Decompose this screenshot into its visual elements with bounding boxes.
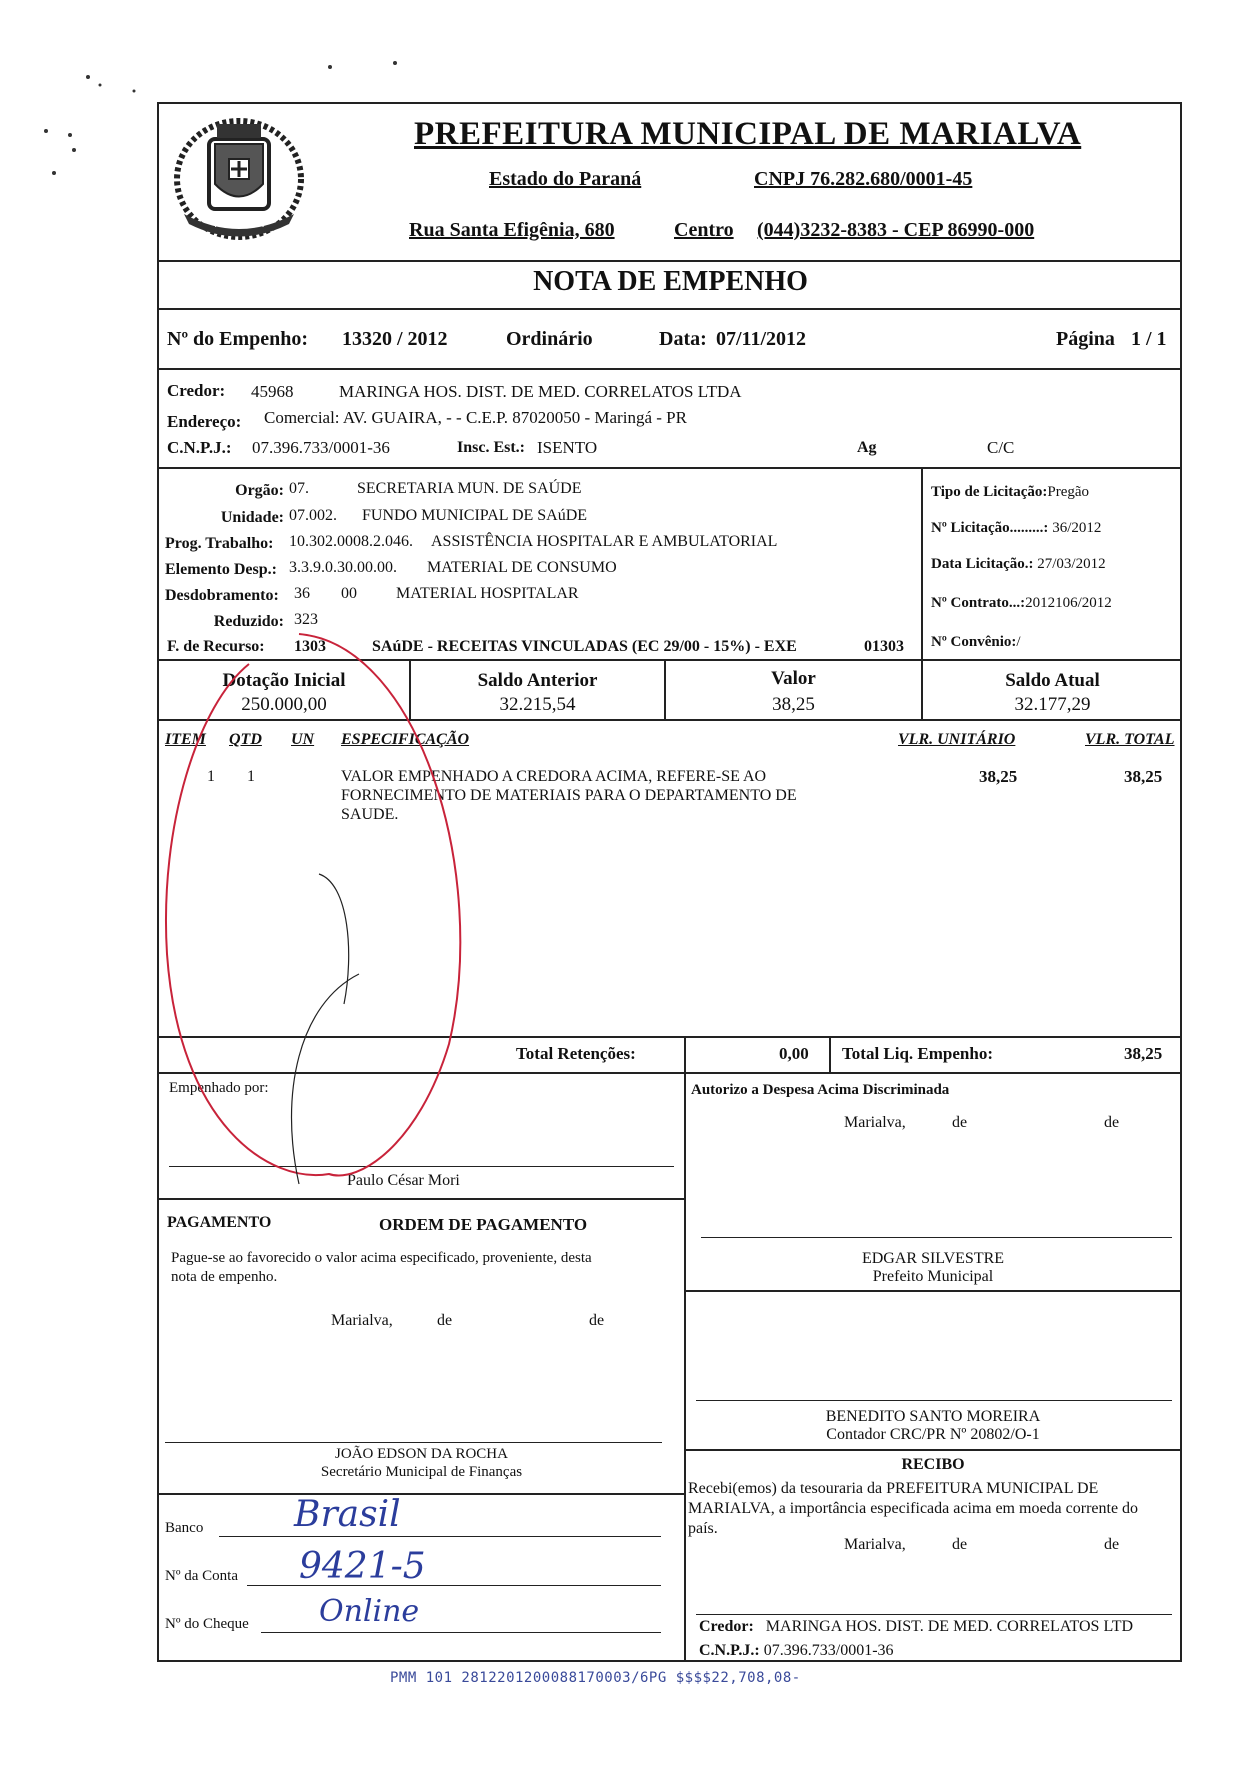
elemento-label: Elemento Desp.: [165, 561, 277, 578]
empenho-number: 13320 / 2012 [342, 328, 448, 350]
footer-processing-code: PMM 101 2812201200088170003/6PG $$$$22,708,08- [390, 1670, 801, 1686]
num-licitacao-label: Nº Licitação.........: [931, 520, 1049, 536]
unidade-label: Unidade: [220, 509, 284, 526]
prog-name: ASSISTÊNCIA HOSPITALAR E AMBULATORIAL [431, 533, 778, 550]
item-spec-line-2: FORNECIMENTO DE MATERIAIS PARA O DEPARTAMENTO DE [341, 787, 797, 804]
valor-label: Valor [771, 668, 816, 689]
item-unit-value: 38,25 [979, 767, 1018, 786]
credor-address: Comercial: AV. GUAIRA, - - C.E.P. 87020050 - Maringá - PR [264, 408, 687, 427]
convenio-value: / [1016, 634, 1021, 650]
banco-label: Banco [165, 1520, 204, 1536]
pagamento-city: Marialva, [331, 1312, 393, 1329]
col-un: UN [291, 731, 315, 748]
credor-code: 45968 [251, 382, 294, 401]
num-licitacao: 36/2012 [1052, 520, 1102, 536]
contador-name: BENEDITO SANTO MOREIRA [825, 1408, 1041, 1425]
data-licitacao-label: Data Licitação.: [931, 556, 1034, 572]
prefeito-role: Prefeito Municipal [872, 1268, 994, 1285]
liquido-value: 38,25 [1124, 1044, 1163, 1063]
prog-label: Prog. Trabalho: [165, 535, 274, 552]
credor-name: MARINGA HOS. DIST. DE MED. CORRELATOS LTDA [339, 382, 742, 401]
col-total-value: VLR. TOTAL [1085, 731, 1175, 748]
cc-label: C/C [987, 438, 1015, 457]
autorizo-de-2: de [1104, 1114, 1120, 1131]
tipo-licitacao: Pregão [1047, 484, 1090, 500]
item-spec-line-3: SAUDE. [341, 806, 399, 823]
col-qtd: QTD [229, 731, 262, 748]
empenho-date-label: Data: [659, 328, 707, 350]
col-unit-value: VLR. UNITÁRIO [898, 731, 1016, 748]
unidade-code: 07.002. [289, 507, 337, 524]
desdob-label: Desdobramento: [165, 587, 279, 604]
item-total-value: 38,25 [1124, 767, 1163, 786]
prog-code: 10.302.0008.2.046. [289, 533, 413, 550]
empenho-number-label: Nº do Empenho: [167, 328, 309, 350]
recibo-cnpj-label: C.N.P.J.: [699, 1642, 760, 1659]
recibo-title: RECIBO [901, 1456, 965, 1473]
recibo-text-1: Recebi(emos) da tesouraria da PREFEITURA MUNICIPAL DE [688, 1480, 1099, 1497]
recurso-label: F. de Recurso: [167, 638, 265, 655]
recibo-credor: MARINGA HOS. DIST. DE MED. CORRELATOS LTD [765, 1618, 1134, 1635]
dotacao-value: 250.000,00 [241, 694, 327, 715]
cheque-label: Nº do Cheque [165, 1616, 249, 1632]
elemento-name: MATERIAL DE CONSUMO [427, 559, 617, 576]
valor-value: 38,25 [772, 694, 815, 715]
document-title: NOTA DE EMPENHO [533, 266, 808, 297]
conta-label: Nº da Conta [165, 1568, 238, 1584]
ordem-pagamento-label: ORDEM DE PAGAMENTO [379, 1215, 588, 1234]
reduzido-value: 323 [294, 611, 318, 628]
desdob-code2: 00 [341, 585, 357, 602]
city-cnpj: CNPJ 76.282.680/0001-45 [754, 168, 973, 190]
tipo-licitacao-label: Tipo de Licitação: [931, 484, 1048, 500]
page-number: 1 / 1 [1131, 328, 1167, 350]
pagamento-text-2: nota de empenho. [171, 1269, 278, 1285]
saldo-atual-label: Saldo Atual [1005, 670, 1100, 691]
recurso-name: SAúDE - RECEITAS VINCULADAS (EC 29/00 - 15%) - EXE [372, 638, 797, 655]
empenhado-name: Paulo César Mori [347, 1172, 460, 1189]
banco-handwritten: Brasil [294, 1494, 401, 1535]
desdob-code1: 36 [294, 585, 310, 602]
saldo-anterior-value: 32.215,54 [499, 694, 576, 715]
recibo-text-3: país. [688, 1520, 718, 1537]
city-hall-title: PREFEITURA MUNICIPAL DE MARIALVA [414, 116, 1082, 152]
document-frame [157, 102, 1182, 1662]
unidade-name: FUNDO MUNICIPAL DE SAúDE [362, 507, 588, 524]
insc-label: Insc. Est.: [457, 439, 526, 456]
page-label: Página [1056, 328, 1115, 350]
item-number: 1 [207, 768, 215, 785]
desdob-name: MATERIAL HOSPITALAR [396, 585, 579, 602]
orgao-name: SECRETARIA MUN. DE SAÚDE [357, 480, 582, 497]
city-district: Centro [674, 219, 734, 241]
credor-cnpj: 07.396.733/0001-36 [252, 438, 390, 457]
pagamento-de-2: de [589, 1312, 605, 1329]
autorizo-de-1: de [952, 1114, 968, 1131]
col-item: ITEM [165, 731, 206, 748]
cheque-handwritten: Online [319, 1594, 420, 1629]
recibo-cnpj: 07.396.733/0001-36 [763, 1642, 894, 1659]
saldo-anterior-label: Saldo Anterior [477, 670, 598, 691]
orgao-code: 07. [289, 480, 309, 497]
col-spec: ESPECIFICAÇÃO [341, 731, 470, 748]
retencoes-value: 0,00 [779, 1044, 809, 1063]
prefeito-name: EDGAR SILVESTRE [861, 1250, 1005, 1267]
credor-cnpj-label: C.N.P.J.: [167, 438, 232, 457]
autorizo-label: Autorizo a Despesa Acima Discriminada [691, 1082, 950, 1098]
item-spec-line-1: VALOR EMPENHADO A CREDORA ACIMA, REFERE-SE AO [341, 768, 767, 785]
contador-role: Contador CRC/PR Nº 20802/O-1 [826, 1426, 1040, 1443]
svg-text:MARIALVA: MARIALVA [214, 219, 264, 230]
insc-value: ISENTO [537, 438, 598, 457]
conta-handwritten: 9421-5 [299, 1546, 426, 1587]
recurso-code2: 01303 [864, 638, 904, 655]
elemento-code: 3.3.9.0.30.00.00. [289, 559, 397, 576]
liquido-label: Total Liq. Empenho: [842, 1044, 993, 1063]
reduzido-label: Reduzido: [213, 613, 284, 630]
dotacao-label: Dotação Inicial [222, 670, 346, 691]
contrato-label: Nº Contrato...: [931, 595, 1026, 611]
city-phone-cep: (044)3232-8383 - CEP 86990-000 [757, 219, 1035, 241]
orgao-label: Orgão: [235, 482, 284, 499]
recibo-city: Marialva, [844, 1536, 906, 1553]
retencoes-label: Total Retenções: [516, 1044, 636, 1063]
secretario-name: JOÃO EDSON DA ROCHA [335, 1446, 508, 1462]
recibo-credor-label: Credor: [699, 1618, 754, 1635]
recibo-text-2: MARIALVA, a importância especificada acima em moeda corrente do [688, 1500, 1139, 1517]
empenho-type: Ordinário [506, 328, 593, 350]
empenhado-label: Empenhado por: [169, 1080, 269, 1096]
saldo-atual-value: 32.177,29 [1014, 694, 1091, 715]
secretario-role: Secretário Municipal de Finanças [320, 1464, 523, 1480]
autorizo-city: Marialva, [844, 1114, 906, 1131]
contrato-value: 2012106/2012 [1025, 595, 1112, 611]
convenio-label: Nº Convênio: [931, 634, 1017, 650]
recibo-de-2: de [1104, 1536, 1120, 1553]
pagamento-de-1: de [437, 1312, 453, 1329]
ag-label: Ag [857, 439, 877, 456]
pagamento-label: PAGAMENTO [167, 1214, 272, 1231]
pagamento-text-1: Pague-se ao favorecido o valor acima especificado, proveniente, desta [171, 1250, 592, 1266]
empenho-date: 07/11/2012 [716, 328, 807, 350]
recurso-code: 1303 [294, 638, 326, 655]
city-address: Rua Santa Efigênia, 680 [409, 219, 615, 241]
address-label: Endereço: [167, 412, 242, 431]
state-name: Estado do Paraná [489, 168, 642, 190]
scan-noise-marks [40, 55, 400, 185]
item-qtd: 1 [247, 768, 255, 785]
data-licitacao: 27/03/2012 [1037, 556, 1106, 572]
credor-label: Credor: [167, 381, 226, 400]
red-pen-circle-mark [159, 624, 479, 1214]
recibo-de-1: de [952, 1536, 968, 1553]
